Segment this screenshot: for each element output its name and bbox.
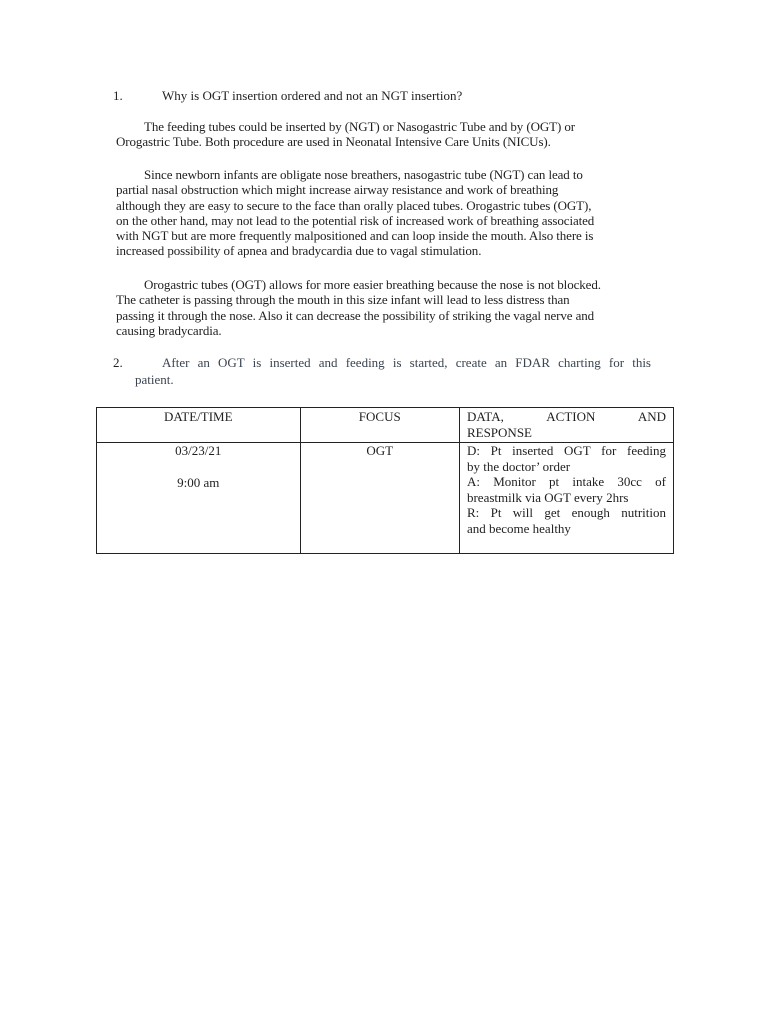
table-row	[97, 443, 674, 554]
response-line: R: Pt will get enough nutrition	[466, 505, 666, 520]
entry-time: 9:00 am	[177, 474, 220, 490]
header-word: AND	[637, 409, 666, 424]
data-line: by the doctor’ order	[466, 458, 571, 474]
entry-focus: OGT	[366, 443, 394, 458]
cell-date-time	[97, 443, 301, 554]
action-line: A: Monitor pt intake 30cc of	[466, 474, 666, 489]
paragraph-line: with NGT but are more frequently malpositioned and can loop inside the mouth. Also there is	[116, 228, 594, 244]
paragraph-line: Orogastric Tube. Both procedure are used in Neonatal Intensive Care Units (NICUs).	[116, 134, 551, 150]
question-2-text-line-2: patient.	[135, 372, 174, 387]
paragraph-line: causing bradycardia.	[116, 322, 222, 338]
entry-date: 03/23/21	[175, 443, 222, 458]
paragraph-line: passing it through the nose. Also it can decrease the possibility of striking the vagal nerve and	[116, 307, 595, 323]
header-focus: FOCUS	[300, 408, 459, 443]
response-line: and become healthy	[466, 520, 571, 536]
fdar-table	[96, 407, 674, 554]
cell-focus	[300, 443, 459, 554]
header-data-action-response	[459, 408, 673, 443]
paragraph-line: The catheter is passing through the mouth in this size infant will lead to less distress than	[116, 292, 570, 308]
paragraph-line: although they are easy to secure to the face than orally placed tubes. Orogastric tubes (OGT),	[116, 197, 592, 213]
paragraph-line: The feeding tubes could be inserted by (NGT) or Nasogastric Tube and by (OGT) or	[144, 119, 576, 134]
paragraph-3	[116, 277, 652, 338]
paragraph-line: partial nasal obstruction which might increase airway resistance and work of breathing	[116, 182, 559, 198]
header-date-time: DATE/TIME	[97, 408, 301, 443]
paragraph-line: Since newborn infants are obligate nose breathers, nasogastric tube (NGT) can lead to	[144, 167, 583, 182]
header-word: DATA,	[466, 409, 504, 424]
paragraph-line: on the other hand, may not lead to the potential risk of increased work of breathing associated	[116, 212, 595, 228]
paragraph-line: Orogastric tubes (OGT) allows for more easier breathing because the nose is not blocked.	[144, 277, 601, 292]
question-2-number: 2.	[113, 355, 123, 370]
paragraph-2	[116, 167, 652, 259]
cell-dar	[459, 443, 673, 554]
question-1-text: Why is OGT insertion ordered and not an NGT insertion?	[162, 88, 463, 103]
question-2-text-line-1: After an OGT is inserted and feeding is started, create an FDAR charting for this	[162, 355, 651, 370]
header-word: ACTION	[546, 409, 596, 424]
question-1-number: 1.	[113, 88, 123, 103]
paragraph-1	[116, 119, 652, 150]
table-header-row	[97, 408, 674, 443]
header-word: RESPONSE	[466, 424, 532, 440]
data-line: D: Pt inserted OGT for feeding	[466, 443, 666, 458]
paragraph-line: increased possibility of apnea and bradycardia due to vagal stimulation.	[116, 243, 482, 259]
action-line: breastmilk via OGT every 2hrs	[466, 489, 629, 505]
